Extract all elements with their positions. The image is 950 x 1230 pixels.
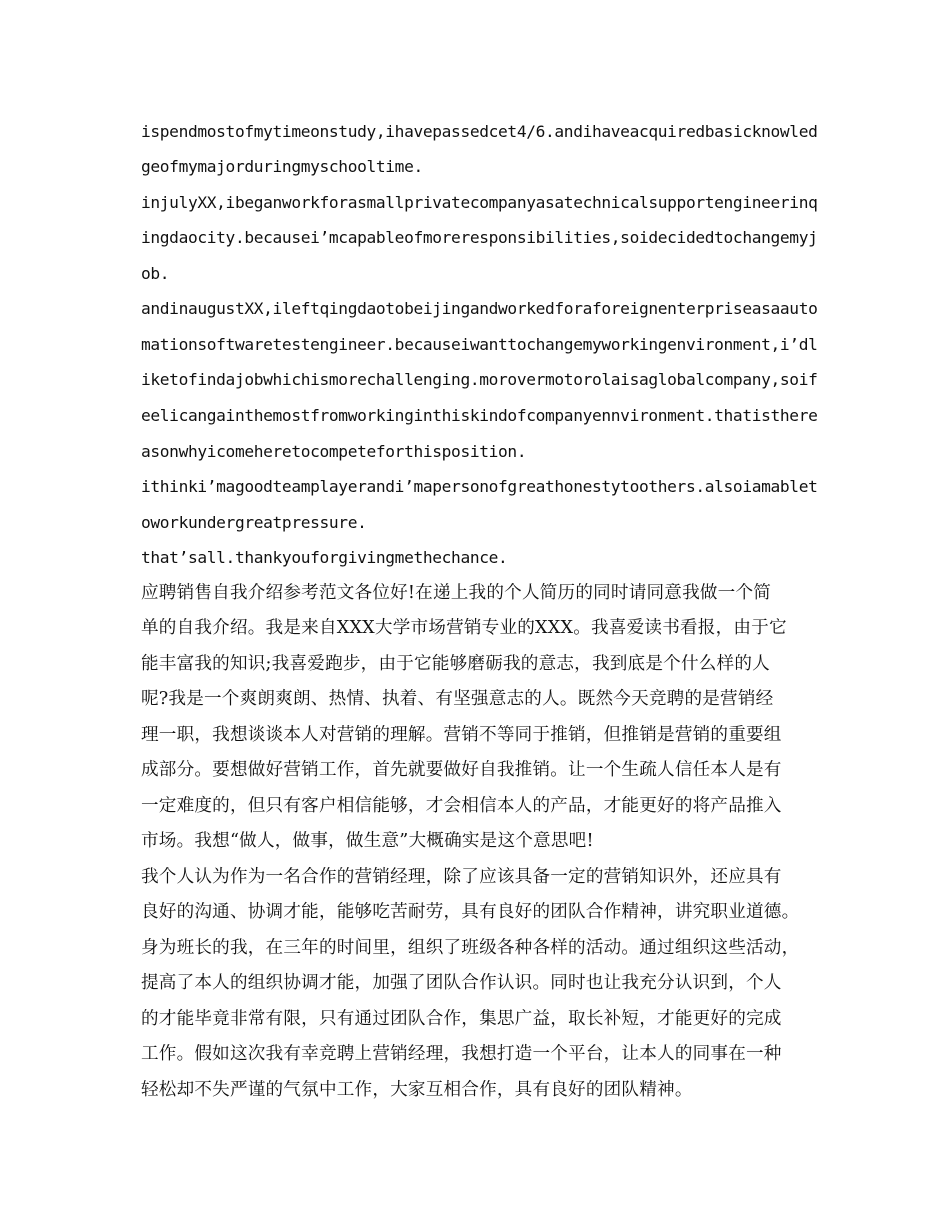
text-line: that’sall.thankyouforgivingmethechance. [141,548,508,567]
text-line: injulyXX,ibeganworkforasmallprivatecompanyasatechnicalsupportengineerinq [141,193,818,212]
text-line: oworkundergreatpressure. [141,513,367,532]
text-line: mationsoftwaretestengineer.becauseiwanttochangemyworkingenvironment,i’dl [141,335,818,354]
text-line: 我个人认为作为一名合作的营销经理，除了应该具备一定的营销知识外，还应具有 [141,867,782,887]
text-line: ispendmostofmytimeonstudy,ihavepassedcet4/6.andihaveacquiredbasicknowled [141,122,818,141]
text-line: iketofindajobwhichismorechallenging.morovermotorolaisaglobalcompany,soif [141,370,818,389]
text-line: 良好的沟通、协调才能，能够吃苦耐劳，具有良好的团队合作精神，讲究职业道德。 [141,902,800,922]
text-line: 一定难度的，但只有客户相信能够，才会相信本人的产品，才能更好的将产品推入 [141,796,782,816]
text-line: ingdaocity.becausei’mcapableofmoreresponsibilities,soidecidedtochangemyj [141,228,818,247]
text-line: 的才能毕竟非常有限，只有通过团队合作，集思广益，取长补短，才能更好的完成 [141,1009,782,1029]
text-line: ithinki’magoodteamplayerandi’mapersonofgreathonestytoothers.alsoiamablet [141,477,818,496]
text-line: eelicangainthemostfromworkinginthiskindofcompanyennvironment.thatisthere [141,406,818,425]
text-line: 单的自我介绍。我是来自XXX大学市场营销专业的XXX。我喜爱读书看报，由于它 [141,618,787,638]
text-line: 应聘销售自我介绍参考范文各位好!在递上我的个人简历的同时请同意我做一个简 [141,583,772,603]
text-line: 成部分。要想做好营销工作，首先就要做好自我推销。让一个生疏人信任本人是有 [141,760,782,780]
text-line: geofmymajorduringmyschooltime. [141,157,423,176]
text-line: 工作。假如这次我有幸竞聘上营销经理，我想打造一个平台，让本人的同事在一种 [141,1044,782,1064]
text-line: 能丰富我的知识;我喜爱跑步，由于它能够磨砺我的意志，我到底是个什么样的人 [141,654,770,674]
text-line: 呢?我是一个爽朗爽朗、热情、执着、有坚强意志的人。既然今天竞聘的是营销经 [141,689,774,709]
text-line: andinaugustXX,ileftqingdaotobeijingandworkedforaforeignenterpriseasaauto [141,299,818,318]
text-line: ob. [141,264,170,283]
text-line: 轻松却不失严谨的气氛中工作，大家互相合作，具有良好的团队精神。 [141,1080,693,1100]
text-line: 身为班长的我，在三年的时间里，组织了班级各种各样的活动。通过组织这些活动， [141,938,800,958]
text-line: asonwhyicomeheretocompeteforthisposition. [141,442,527,461]
text-line: 理一职，我想谈谈本人对营销的理解。营销不等同于推销，但推销是营销的重要组 [141,725,782,745]
text-line: 市场。我想“做人，做事，做生意”大概确实是这个意思吧! [141,831,594,851]
text-line: 提高了本人的组织协调才能，加强了团队合作认识。同时也让我充分认识到，个人 [141,973,782,993]
